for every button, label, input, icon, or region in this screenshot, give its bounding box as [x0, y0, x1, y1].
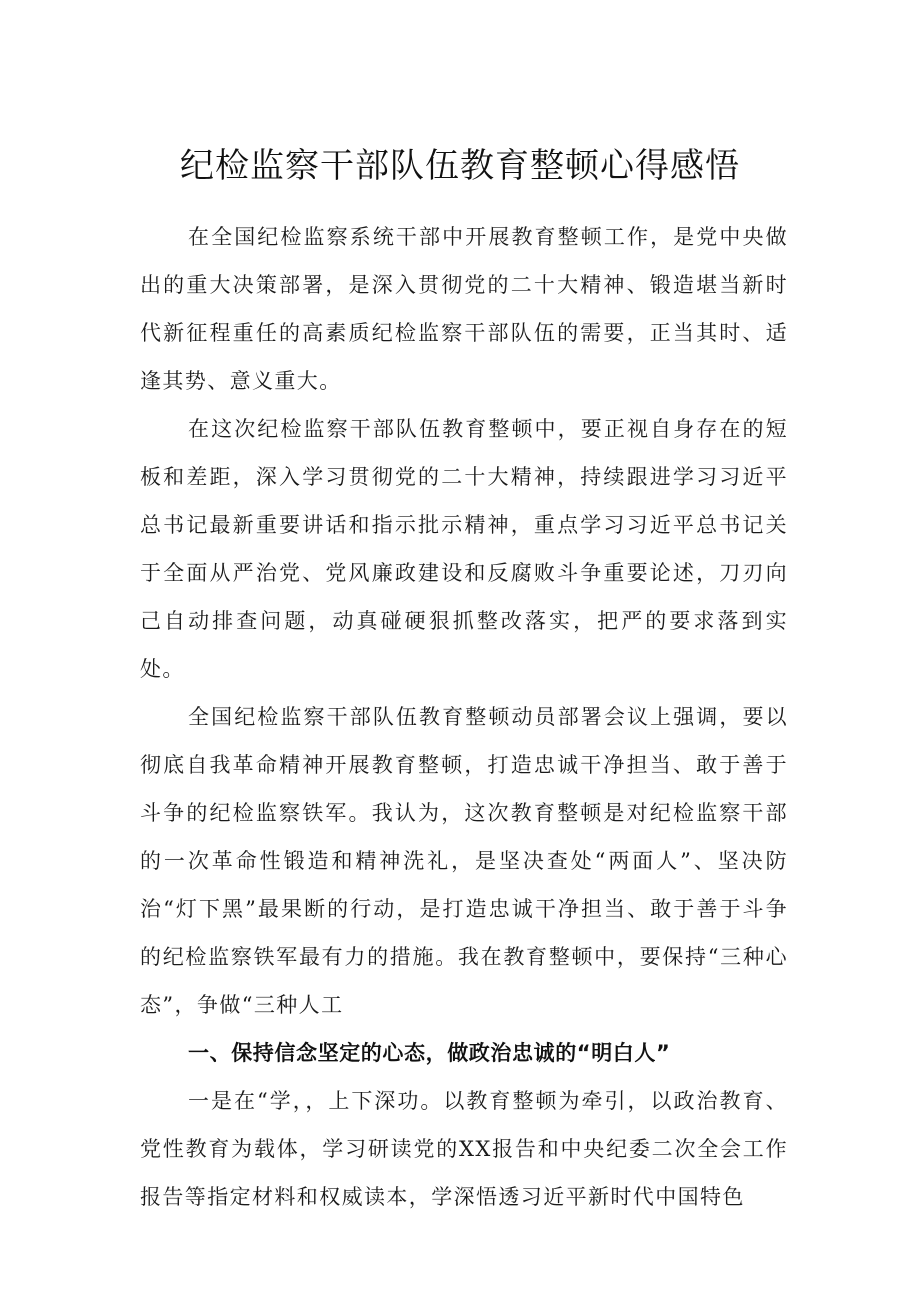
- section-heading: 一、保持信念坚定的心态，做政治忠诚的“明白人”: [188, 1041, 671, 1065]
- paragraph-1: 在全国纪检监察系统干部中开展教育整顿工作，是党中央做出的重大决策部署，是深入贯彻党的二十大精神、锻造堪当新时代新征程重任的高素质纪检监察干部队伍的需要，正当其时、适逢其势、意义重大。: [140, 225, 788, 393]
- paragraph-3: 全国纪检监察干部队伍教育整顿动员部署会议上强调，要以彻底自我革命精神开展教育整顿，打造忠诚干净担当、敢于善于斗争的纪检监察铁军。我认为，这次教育整顿是对纪检监察干部的一次革命性锻造和精神洗礼，是坚决查处“两面人”、坚决防治“灯下黑”最果断的行动，是打造忠诚干净担当、敢于善于斗争的纪检监察铁军最有力的措施。我在教育整顿中，要保持“三种心态”，争做“三种人工: [140, 705, 788, 1017]
- document-body: [140, 213, 788, 1221]
- document-title: 纪检监察干部队伍教育整顿心得感悟: [180, 146, 740, 186]
- paragraph-2: 在这次纪检监察干部队伍教育整顿中，要正视自身存在的短板和差距，深入学习贯彻党的二十大精神，持续跟进学习习近平总书记最新重要讲话和指示批示精神，重点学习习近平总书记关于全面从严治党、党风廉政建设和反腐败斗争重要论述，刀刃向己自动排查问题，动真碰硬狠抓整改落实，把严的要求落到实处。: [140, 417, 788, 681]
- section-paragraph: 一是在“学，，上下深功。以教育整顿为牵引，以政治教育、党性教育为载体，学习研读党的XX报告和中央纪委二次全会工作报告等指定材料和权威读本，学深悟透习近平新时代中国特色: [140, 1089, 788, 1209]
